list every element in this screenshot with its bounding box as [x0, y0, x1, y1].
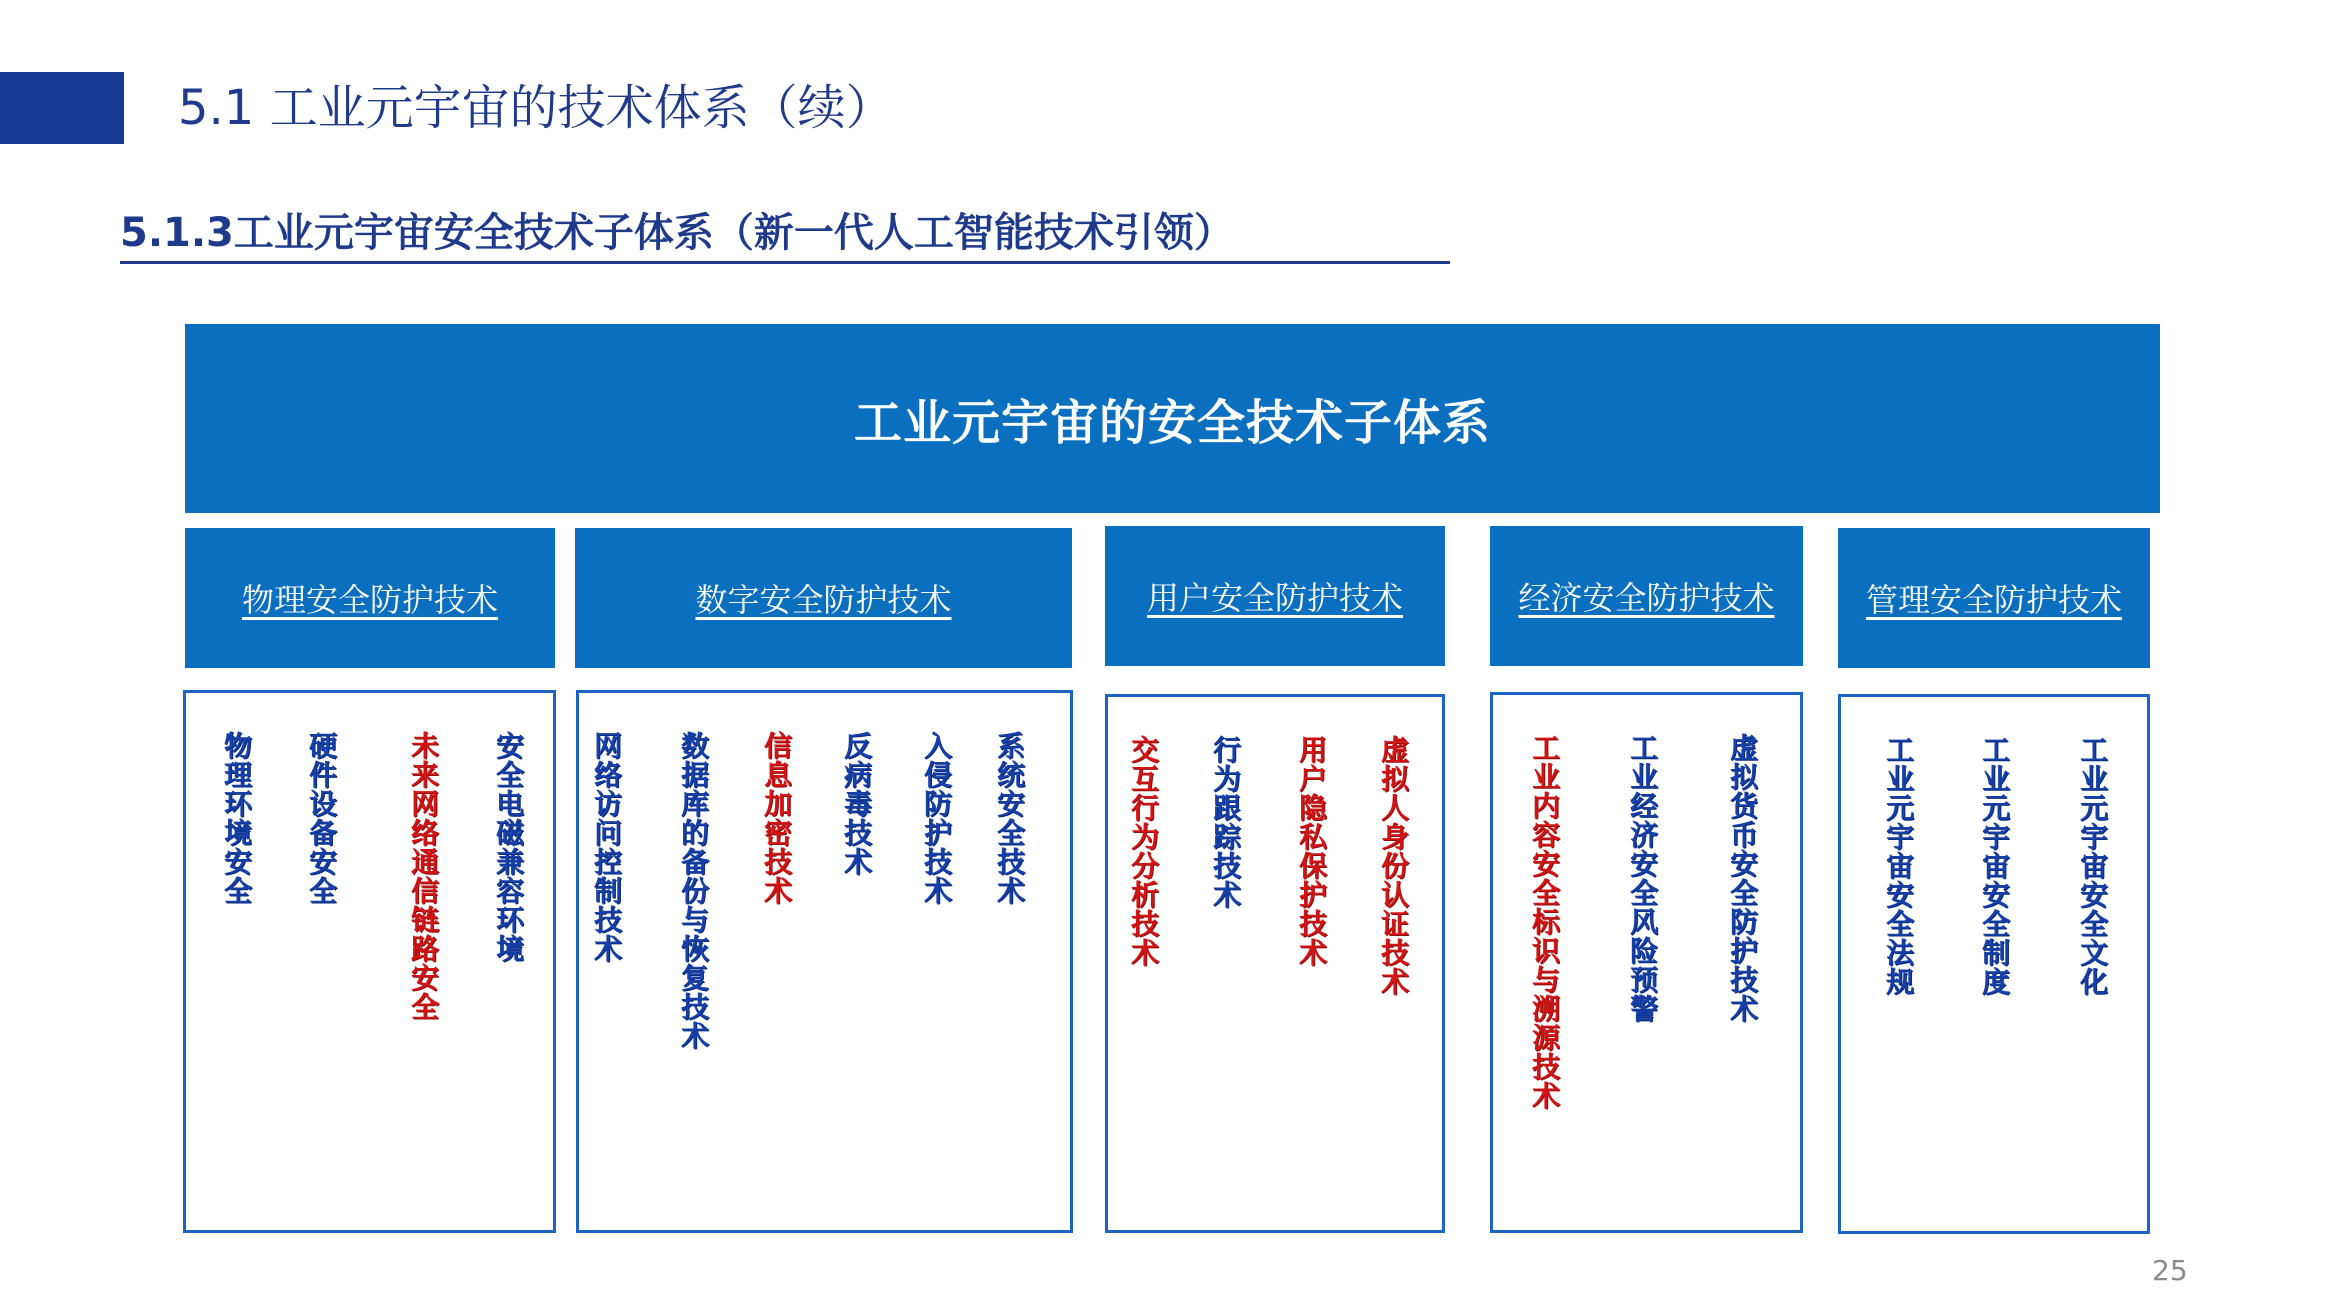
item-digital-3: 信息加密技术 [760, 731, 793, 905]
item-economic-1: 工业内容安全标识与溯源技术 [1528, 733, 1561, 1110]
section-subtitle: 5.1.3工业元宇宙安全技术子体系（新一代人工智能技术引领） [120, 206, 1450, 264]
category-box-physical [185, 528, 555, 668]
item-digital-1: 网络访问控制技术 [590, 731, 623, 963]
category-label-management[interactable]: 管理安全防护技术 [1865, 581, 2122, 619]
diagram-root-box [185, 324, 2160, 513]
category-label-economic[interactable]: 经济安全防护技术 [1518, 579, 1775, 617]
item-physical-3: 未来网络通信链路安全 [407, 731, 440, 1021]
category-label-user[interactable]: 用户安全防护技术 [1146, 579, 1403, 617]
panel-user [1105, 694, 1445, 1233]
item-user-1: 交互行为分析技术 [1127, 735, 1160, 967]
panel-management [1838, 694, 2150, 1234]
panel-economic [1490, 692, 1803, 1233]
item-digital-5: 入侵防护技术 [920, 731, 953, 905]
item-user-4: 虚拟人身份认证技术 [1377, 735, 1410, 996]
diagram-root-label: 工业元宇宙的安全技术子体系 [853, 395, 1491, 451]
title-accent-bar [0, 72, 124, 144]
category-label-digital[interactable]: 数字安全防护技术 [695, 581, 952, 619]
item-user-2: 行为跟踪技术 [1209, 735, 1242, 909]
page-number: 25 [2152, 1254, 2188, 1287]
item-management-3: 工业元宇宙安全文化 [2076, 735, 2109, 996]
item-physical-2: 硬件设备安全 [305, 731, 338, 905]
item-management-1: 工业元宇宙安全法规 [1882, 735, 1915, 996]
item-user-3: 用户隐私保护技术 [1295, 735, 1328, 967]
item-physical-1: 物理环境安全 [220, 731, 253, 905]
slide-title: 5.1 工业元宇宙的技术体系（续） [178, 80, 894, 136]
item-digital-2: 数据库的备份与恢复技术 [677, 731, 710, 1050]
item-economic-2: 工业经济安全风险预警 [1626, 733, 1659, 1023]
category-box-digital [575, 528, 1072, 668]
item-digital-6: 系统安全技术 [993, 731, 1026, 905]
panel-physical [183, 690, 556, 1233]
panel-digital [576, 690, 1073, 1233]
item-management-2: 工业元宇宙安全制度 [1978, 735, 2011, 996]
category-box-user [1105, 526, 1445, 666]
item-digital-4: 反病毒技术 [840, 731, 873, 876]
category-box-management [1838, 528, 2150, 668]
item-physical-4: 安全电磁兼容环境 [492, 731, 525, 963]
category-label-physical[interactable]: 物理安全防护技术 [241, 581, 498, 619]
item-economic-3: 虚拟货币安全防护技术 [1726, 733, 1759, 1023]
category-box-economic [1490, 526, 1803, 666]
